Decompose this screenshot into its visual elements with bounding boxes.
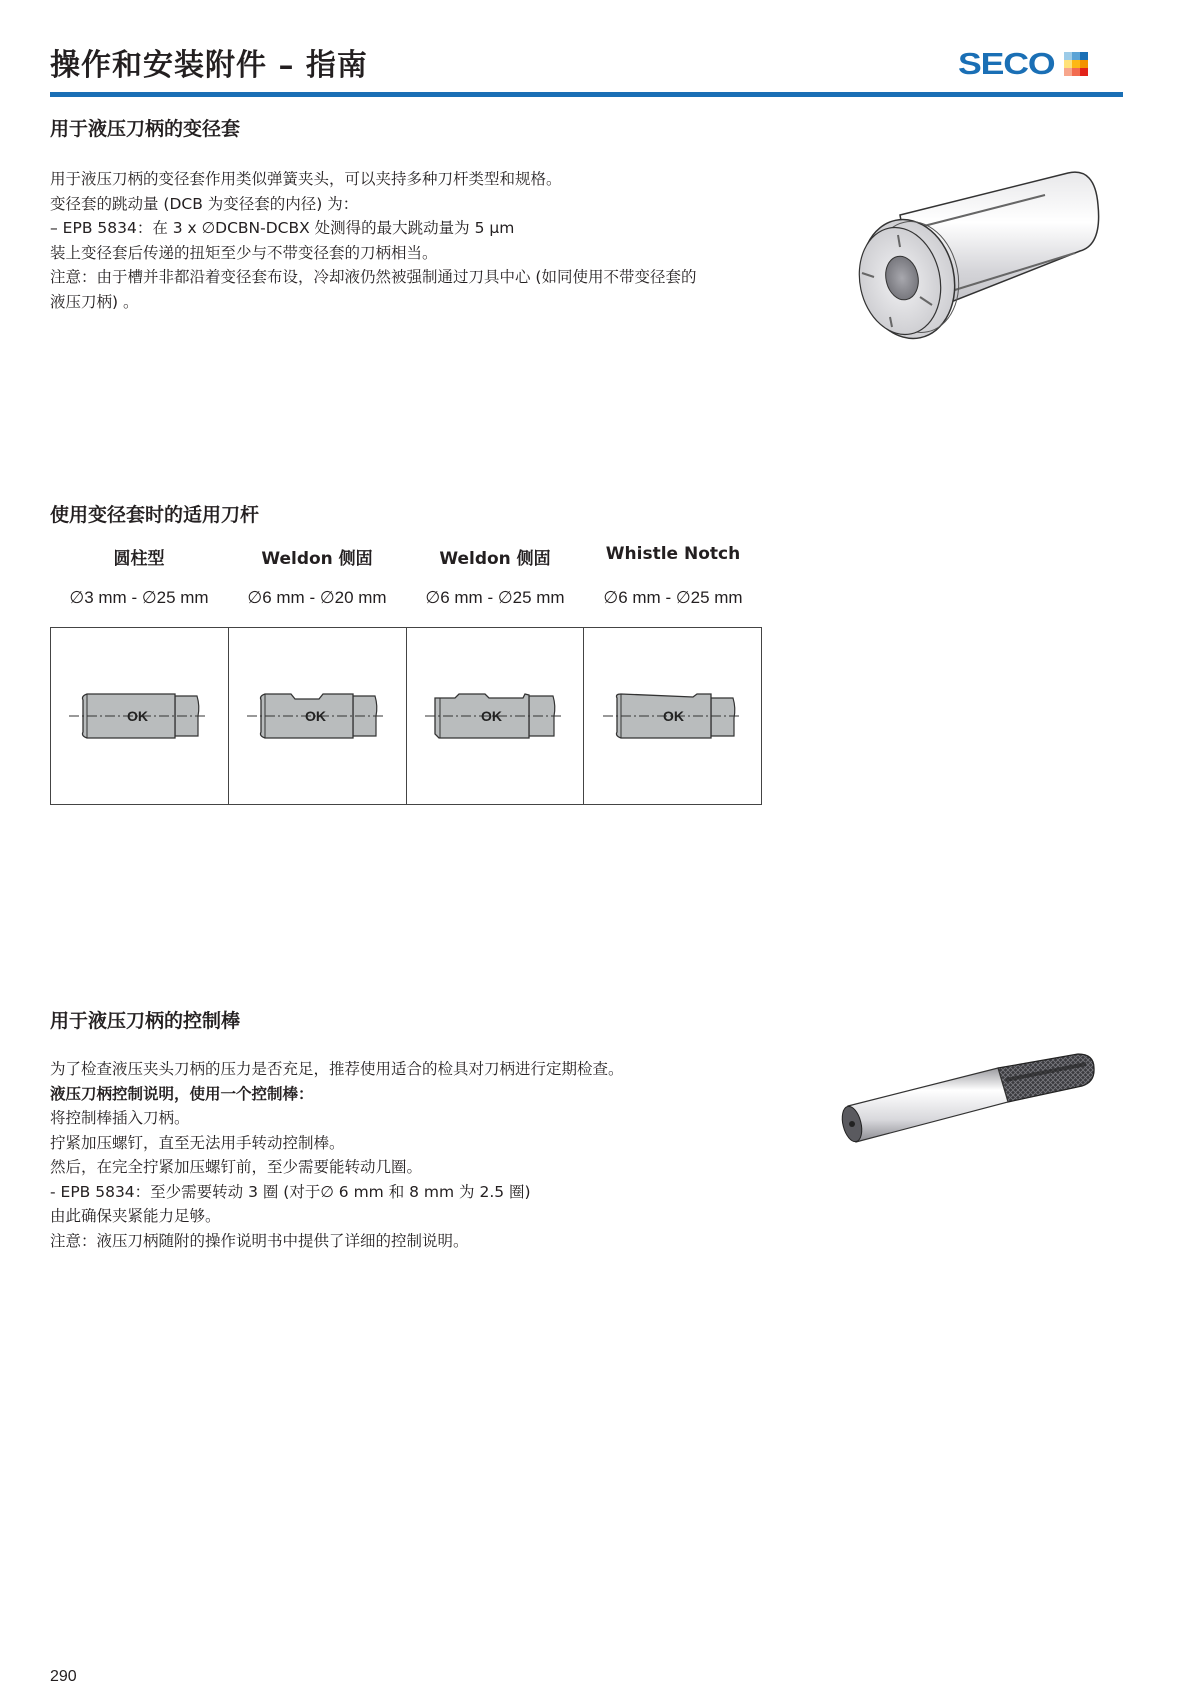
svg-text:OK: OK [127, 708, 149, 724]
shank-cell-whistle-notch [584, 628, 761, 804]
text-line: 由此确保夹紧能力足够。 [50, 1207, 221, 1225]
text-line: 为了检查液压夹头刀柄的压力是否充足，推荐使用适合的检具对刀柄进行定期检查。 [50, 1060, 624, 1078]
text-line: 然后，在完全拧紧加压螺钉前，至少需要能转动几圈。 [50, 1158, 423, 1176]
seco-logo [958, 46, 1088, 82]
logo-color-squares-icon [1064, 52, 1088, 76]
logo-text: SECO [958, 46, 1055, 81]
section-heading-applicable-shanks: 使用变径套时的适用刀杆 [50, 504, 260, 526]
cylindrical-shank-icon [69, 686, 209, 746]
range-whistle-notch: ∅6 mm - ∅25 mm [603, 588, 743, 607]
text-line: 变径套的跳动量 (DCB 为变径套的内径) 为： [50, 194, 359, 213]
control-bar-image [838, 1050, 1098, 1150]
section-heading-reduction-sleeve: 用于液压刀柄的变径套 [50, 118, 241, 140]
column-header-cylindrical: 圆柱型 [113, 549, 165, 569]
reduction-sleeve-icon [840, 165, 1110, 345]
weldon-shank-icon [247, 686, 387, 746]
section-heading-control-bar: 用于液压刀柄的控制棒 [50, 1010, 241, 1032]
shank-cell-weldon-2 [407, 628, 585, 804]
column-header-weldon-2: Weldon 侧固 [439, 549, 551, 569]
shank-cell-weldon-1 [229, 628, 407, 804]
reduction-sleeve-description [50, 167, 696, 314]
text-line-bold: 液压刀柄控制说明，使用一个控制棒： [50, 1084, 314, 1103]
text-line: - EPB 5834：至少需要转动 3 圈 (对于∅ 6 mm 和 8 mm 为 2.5 圈) [50, 1182, 531, 1201]
column-header-weldon-1: Weldon 侧固 [261, 549, 373, 569]
text-line: 注意：由于槽并非都沿着变径套布设，冷却液仍然被强制通过刀具中心 (如同使用不带变径套的 [50, 268, 697, 286]
whistle-notch-shank-icon [603, 686, 743, 746]
column-header-whistle-notch: Whistle Notch [605, 544, 741, 564]
svg-text:OK: OK [662, 708, 684, 724]
reduction-sleeve-image [840, 165, 1110, 345]
control-bar-icon [838, 1050, 1098, 1150]
weldon-two-flat-shank-icon [425, 686, 565, 746]
range-cylindrical: ∅3 mm - ∅25 mm [69, 588, 209, 607]
text-line: 注意：液压刀柄随附的操作说明书中提供了详细的控制说明。 [50, 1231, 469, 1250]
text-line: 装上变径套后传递的扭矩至少与不带变径套的刀柄相当。 [50, 243, 438, 262]
text-line: 拧紧加压螺钉，直至无法用手转动控制棒。 [50, 1133, 345, 1152]
text-line: 将控制棒插入刀柄。 [50, 1109, 190, 1127]
text-line: – EPB 5834：在 3 x ∅DCBN-DCBX 处测得的最大跳动量为 5 µm [50, 219, 515, 237]
range-weldon-1: ∅6 mm - ∅20 mm [247, 588, 387, 607]
title-divider [50, 92, 1123, 97]
shank-type-table [50, 627, 762, 805]
shank-cell-cylindrical [51, 628, 229, 804]
range-weldon-2: ∅6 mm - ∅25 mm [425, 588, 565, 607]
text-line: 用于液压刀柄的变径套作用类似弹簧夹头，可以夹持多种刀杆类型和规格。 [50, 170, 562, 188]
control-bar-description [50, 1057, 624, 1253]
page-title: 操作和安装附件 – 指南 [50, 48, 368, 83]
text-line: 液压刀柄) 。 [50, 292, 139, 311]
page-number: 290 [50, 1668, 77, 1685]
svg-text:OK: OK [480, 708, 502, 724]
svg-text:OK: OK [305, 708, 327, 724]
